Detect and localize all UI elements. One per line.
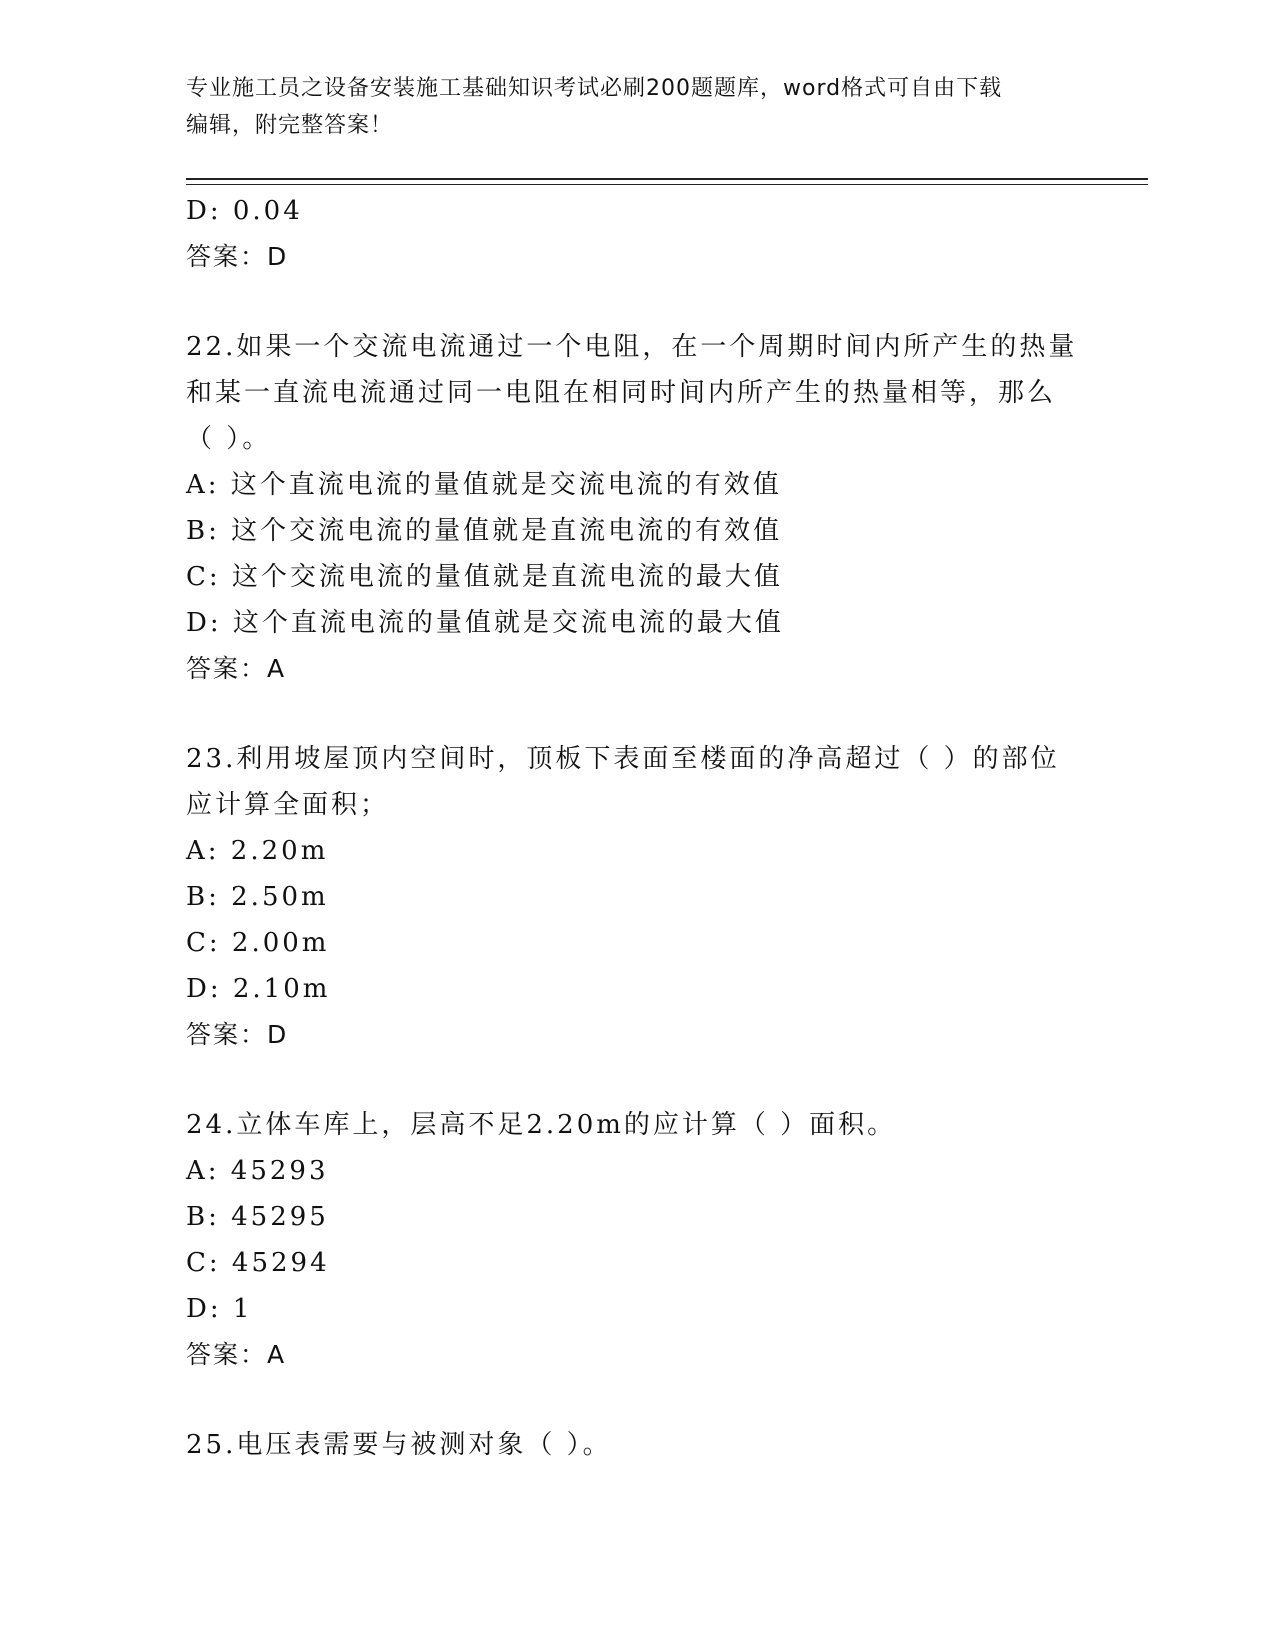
option-d: D: 这个直流电流的量值就是交流电流的最大值	[186, 608, 784, 638]
option-b: B: 这个交流电流的量值就是直流电流的有效值	[186, 516, 783, 546]
header-title-line-2: 编辑，附完整答案！	[186, 113, 394, 138]
question-stem-line: （ ）。	[186, 424, 272, 454]
question-list	[186, 188, 1086, 1468]
question-stem-line: 和某一直流电流通过同一电阻在相同时间内所产生的热量相等，那么	[186, 378, 1057, 408]
option-c: C: 这个交流电流的量值就是直流电流的最大值	[186, 562, 783, 592]
question-24	[186, 1102, 1086, 1378]
answer-line: 答案：D	[186, 242, 289, 271]
option-c: C: 45294	[186, 1248, 330, 1278]
answer-line: 答案：A	[186, 654, 287, 683]
option-b: B: 2.50m	[186, 882, 329, 912]
question-stem-line: 23.利用坡屋顶内空间时，顶板下表面至楼面的净高超过（ ）的部位	[186, 744, 1060, 774]
document-header	[186, 70, 1066, 144]
header-divider-thick	[186, 178, 1148, 180]
option-d: D: 1	[186, 1294, 253, 1324]
option-d: D: 2.10m	[186, 974, 331, 1004]
previous-question-tail	[186, 188, 1086, 280]
question-stem-line: 25.电压表需要与被测对象（ ）。	[186, 1430, 612, 1460]
option-a: A: 2.20m	[186, 836, 329, 866]
question-22	[186, 324, 1086, 692]
option-c: C: 2.00m	[186, 928, 330, 958]
option-a: A: 这个直流电流的量值就是交流电流的有效值	[186, 470, 782, 500]
question-stem-line: 应计算全面积；	[186, 790, 390, 820]
question-stem-line: 24.立体车库上，层高不足2.20m的应计算（ ）面积。	[186, 1110, 897, 1140]
question-23	[186, 736, 1086, 1058]
option-b: B: 45295	[186, 1202, 329, 1232]
header-title-line-1: 专业施工员之设备安装施工基础知识考试必刷200题题库，word格式可自由下载	[186, 76, 1003, 101]
answer-line: 答案：A	[186, 1340, 287, 1369]
option-a: A: 45293	[186, 1156, 329, 1186]
header-divider-thin	[186, 184, 1148, 185]
question-stem-line: 22.如果一个交流电流通过一个电阻，在一个周期时间内所产生的热量	[186, 332, 1078, 362]
answer-line: 答案：D	[186, 1020, 289, 1049]
option-d: D: 0.04	[186, 196, 303, 226]
question-25	[186, 1422, 1086, 1468]
